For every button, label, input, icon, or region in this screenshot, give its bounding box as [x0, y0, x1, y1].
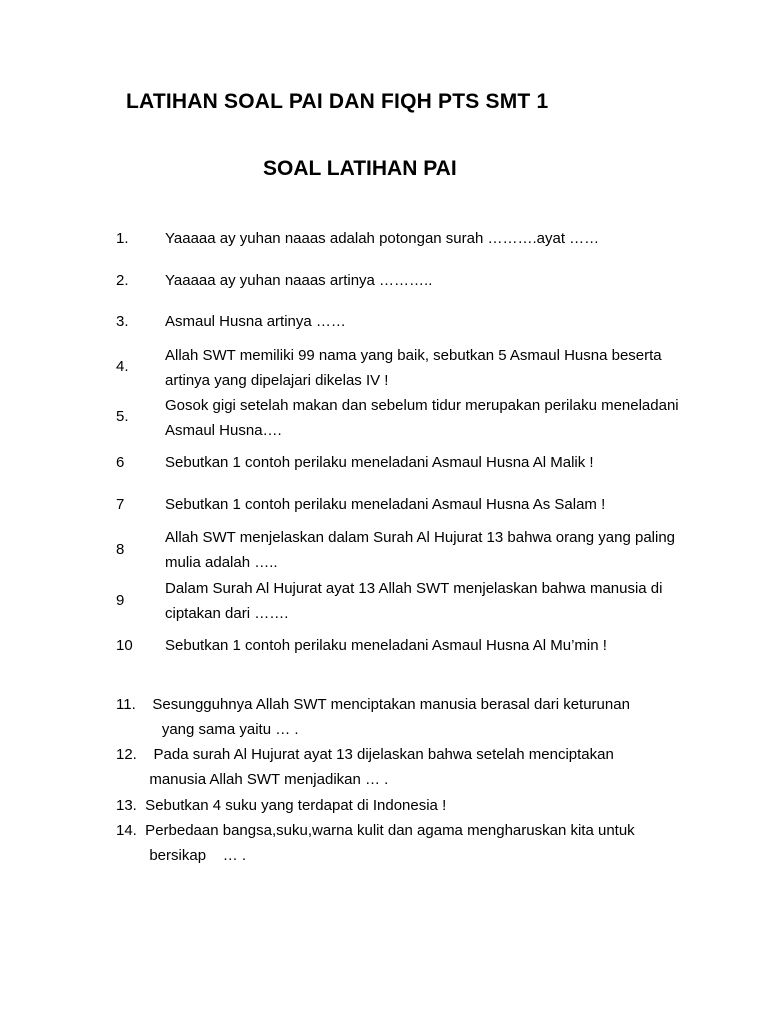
question-text — [165, 633, 607, 658]
question-number: 2. — [116, 272, 129, 289]
question-line: bersikap … . — [116, 847, 247, 864]
question-line: 13. Sebutkan 4 suku yang terdapat di Indonesia ! — [116, 797, 447, 814]
question-number: 7 — [116, 496, 125, 513]
question-line: Asmaul Husna…. — [165, 422, 282, 439]
question-number: 4. — [116, 358, 129, 375]
question-text — [165, 492, 605, 517]
question-line: Gosok gigi setelah makan dan sebelum tidur merupakan perilaku meneladani — [165, 397, 679, 414]
question-text — [165, 309, 346, 334]
question-line: Sebutkan 1 contoh perilaku meneladani Asmaul Husna Al Mu’min ! — [165, 637, 607, 654]
question-number: 6 — [116, 454, 125, 471]
question-line: Allah SWT menjelaskan dalam Surah Al Hujurat 13 bahwa orang yang paling — [165, 529, 676, 546]
question-number: 10 — [116, 637, 133, 654]
question-line: manusia Allah SWT menjadikan … . — [116, 771, 389, 788]
question-line: Sebutkan 1 contoh perilaku meneladani Asmaul Husna As Salam ! — [165, 496, 606, 513]
question-number: 9 — [116, 592, 125, 609]
question-item — [116, 793, 446, 818]
question-text — [165, 393, 679, 443]
question-line: 12. Pada surah Al Hujurat ayat 13 dijelaskan bahwa setelah menciptakan — [116, 746, 614, 763]
question-line: 14. Perbedaan bangsa,suku,warna kulit dan agama mengharuskan kita untuk — [116, 822, 635, 839]
section-title: SOAL LATIHAN PAI — [263, 157, 457, 180]
question-line: yang sama yaitu … . — [116, 721, 299, 738]
question-line: artinya yang dipelajari dikelas IV ! — [165, 372, 389, 389]
question-line: mulia adalah ….. — [165, 554, 278, 571]
document-title: LATIHAN SOAL PAI DAN FIQH PTS SMT 1 — [126, 90, 549, 113]
question-text — [165, 450, 594, 475]
question-line: Allah SWT memiliki 99 nama yang baik, sebutkan 5 Asmaul Husna beserta — [165, 347, 662, 364]
question-item — [116, 692, 630, 742]
question-number: 8 — [116, 541, 125, 558]
question-line: Yaaaaa ay yuhan naaas artinya ……….. — [165, 272, 433, 289]
question-line: Sebutkan 1 contoh perilaku meneladani Asmaul Husna Al Malik ! — [165, 454, 594, 471]
question-item — [116, 742, 614, 792]
question-text — [165, 525, 675, 575]
question-number: 1. — [116, 230, 129, 247]
question-number: 3. — [116, 313, 129, 330]
question-line: Asmaul Husna artinya …… — [165, 313, 346, 330]
question-line: 11. Sesungguhnya Allah SWT menciptakan manusia berasal dari keturunan — [116, 696, 630, 713]
question-text — [165, 268, 432, 293]
question-line: Dalam Surah Al Hujurat ayat 13 Allah SWT menjelaskan bahwa manusia di — [165, 580, 663, 597]
question-text — [165, 576, 662, 626]
question-text — [165, 343, 662, 393]
question-line: Yaaaaa ay yuhan naaas adalah potongan surah ……….ayat …… — [165, 230, 600, 247]
question-line: ciptakan dari ……. — [165, 605, 289, 622]
question-number: 5. — [116, 408, 129, 425]
question-text — [165, 226, 599, 251]
question-item — [116, 818, 635, 868]
